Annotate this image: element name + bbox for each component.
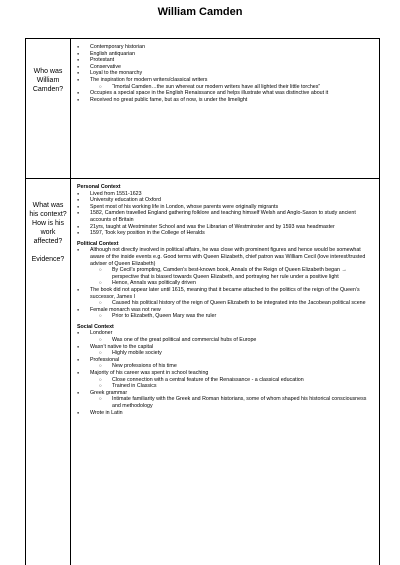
answer-cell	[71, 39, 380, 179]
bullet-text: Loyal to the monarchy	[90, 70, 143, 77]
bullet-text: Highly mobile society	[112, 350, 162, 357]
question-line: affected?	[33, 238, 63, 245]
sub-bullet-item	[77, 84, 373, 91]
bullet-item	[77, 44, 373, 51]
question-cell	[26, 39, 71, 179]
bullet-text: Contemporary historian	[90, 44, 146, 50]
sub-bullet-item	[77, 280, 373, 287]
bullet-text: Although not directly involved in political affairs, he was close with prominent figures and hence would be somewhat aware of the inside events e.g. Good terms with Queen Elizabeth, chief patron was William Cecil (love interest/trusted adviser of Queen Elizabeth)	[90, 247, 366, 267]
section-heading: Social Context	[77, 323, 114, 330]
bullet-list	[77, 330, 373, 416]
bullet-text: Spent most of his working life in London, whose parents were originally migrants	[90, 203, 279, 210]
question-line: William	[36, 77, 60, 84]
section-heading: Political Context	[77, 240, 119, 247]
question-line: work	[40, 229, 56, 236]
bullet-text: Hence, Annals was politically driven	[112, 280, 196, 287]
bullet-text: 21yrs, taught at Westminster School and was the Librarian of Westminster and by 1593 was headmaster	[90, 223, 335, 230]
question-line: Who was	[33, 68, 63, 75]
bullet-item	[77, 370, 373, 377]
bullet-item	[77, 330, 373, 337]
bullet-item	[77, 224, 373, 231]
bullet-text: Professional	[90, 356, 120, 363]
sub-bullet-item	[77, 337, 373, 344]
question-line: Evidence?	[31, 256, 65, 263]
bullet-list	[77, 247, 373, 320]
sub-bullet-item	[77, 313, 373, 320]
bullet-text: Wasn’t native to the capital	[90, 343, 154, 350]
bullet-text: Conservative	[90, 63, 121, 70]
bullet-text: Greek grammar	[90, 389, 128, 396]
bullet-item	[77, 191, 373, 198]
bullet-text: Female monarch was not new	[90, 306, 161, 313]
bullet-text: Was one of the great political and commercial hubs of Europe	[112, 337, 257, 344]
bullet-text: Received no great public fame, but as of now, is under the limelight	[90, 96, 248, 103]
bullet-item	[77, 90, 373, 97]
bullet-item	[77, 287, 373, 300]
bullet-text: Lived from 1551-1623	[90, 190, 142, 197]
bullet-text: The book did not appear later until 1615, meaning that it became attached to the politics of the reign of the Queen’s successor, James I	[90, 286, 360, 300]
section-heading: Personal Context	[77, 184, 121, 190]
bullet-text: Close connection with a central feature of the Renaissance - a classical education	[112, 376, 304, 383]
bullet-text: Prior to Elizabeth, Queen Mary was the ruler	[112, 313, 217, 320]
question-line: Camden?	[32, 86, 64, 93]
table-row	[26, 39, 380, 179]
bullet-text: Trained in Classics	[112, 383, 157, 390]
bullet-list	[77, 44, 373, 103]
sub-bullet-item	[77, 300, 373, 307]
bullet-text: Londoner	[90, 330, 113, 337]
bullet-item	[77, 247, 373, 267]
question-cell	[26, 179, 71, 565]
sub-bullet-item	[77, 383, 373, 390]
bullet-text: Protestant	[90, 57, 115, 64]
bullet-text: The inspiration for modern writers/classical writers	[90, 76, 208, 83]
bullet-item	[77, 307, 373, 314]
bullet-list	[77, 191, 373, 237]
bullet-text: Caused his political history of the reign of Queen Elizabeth to be integrated into the Jacobean political scene	[112, 300, 366, 307]
question-line	[26, 246, 70, 255]
bullet-text: “Imortal Camden…the sun whereat our modern writers have all lighted their little torches”	[112, 83, 321, 90]
bullet-text: Intimate familiarity with the Greek and Roman historians, some of whom shaped his historical consciousness and methodology	[112, 396, 367, 409]
sub-bullet-item	[77, 377, 373, 384]
question-line: What was	[32, 202, 64, 209]
bullet-text: Majority of his career was spent in school teaching	[90, 370, 209, 377]
bullet-item	[77, 357, 373, 364]
bullet-text: Occupies a special space in the English Renaissance and helps illustrate what was distinctive about it	[90, 90, 329, 97]
table-row	[26, 179, 380, 565]
bullet-text: English antiquarian	[90, 50, 136, 57]
bullet-text: Wrote in Latin	[90, 409, 123, 416]
bullet-item	[77, 410, 373, 417]
bullet-item	[77, 70, 373, 77]
bullet-item	[77, 210, 373, 223]
bullet-item	[77, 230, 373, 237]
bullet-text: University education at Oxford	[90, 197, 161, 204]
notes-table	[25, 38, 380, 565]
bullet-item	[77, 344, 373, 351]
sub-bullet-item	[77, 350, 373, 357]
bullet-item	[77, 51, 373, 58]
bullet-item	[77, 64, 373, 71]
page-title: William Camden	[157, 6, 243, 18]
bullet-item	[77, 390, 373, 397]
bullet-text: 1582, Camden travelled England gathering folklore and teaching himself Welsh and Anglo-Saxon to study ancient accounts of Britain	[90, 210, 356, 223]
bullet-text: 1597, Took key position in the College of Heralds	[90, 230, 205, 237]
sub-bullet-item	[77, 396, 373, 409]
sub-bullet-item	[77, 363, 373, 370]
bullet-item	[77, 77, 373, 84]
sub-bullet-item	[77, 267, 373, 280]
question-line: his context?	[29, 211, 67, 218]
bullet-item	[77, 197, 373, 204]
bullet-item	[77, 97, 373, 104]
answer-cell	[71, 179, 380, 565]
question-line: How is his	[32, 220, 64, 227]
bullet-text: New professions of his time	[112, 363, 177, 370]
bullet-item	[77, 57, 373, 64]
bullet-item	[77, 204, 373, 211]
bullet-text: By Cecil’s prompting, Camden’s best-known book, Annals of the Reign of Queen Elizabeth began → perspective that is biased towards Queen Elizabeth, and portraying her rule under a positive light	[112, 267, 347, 280]
